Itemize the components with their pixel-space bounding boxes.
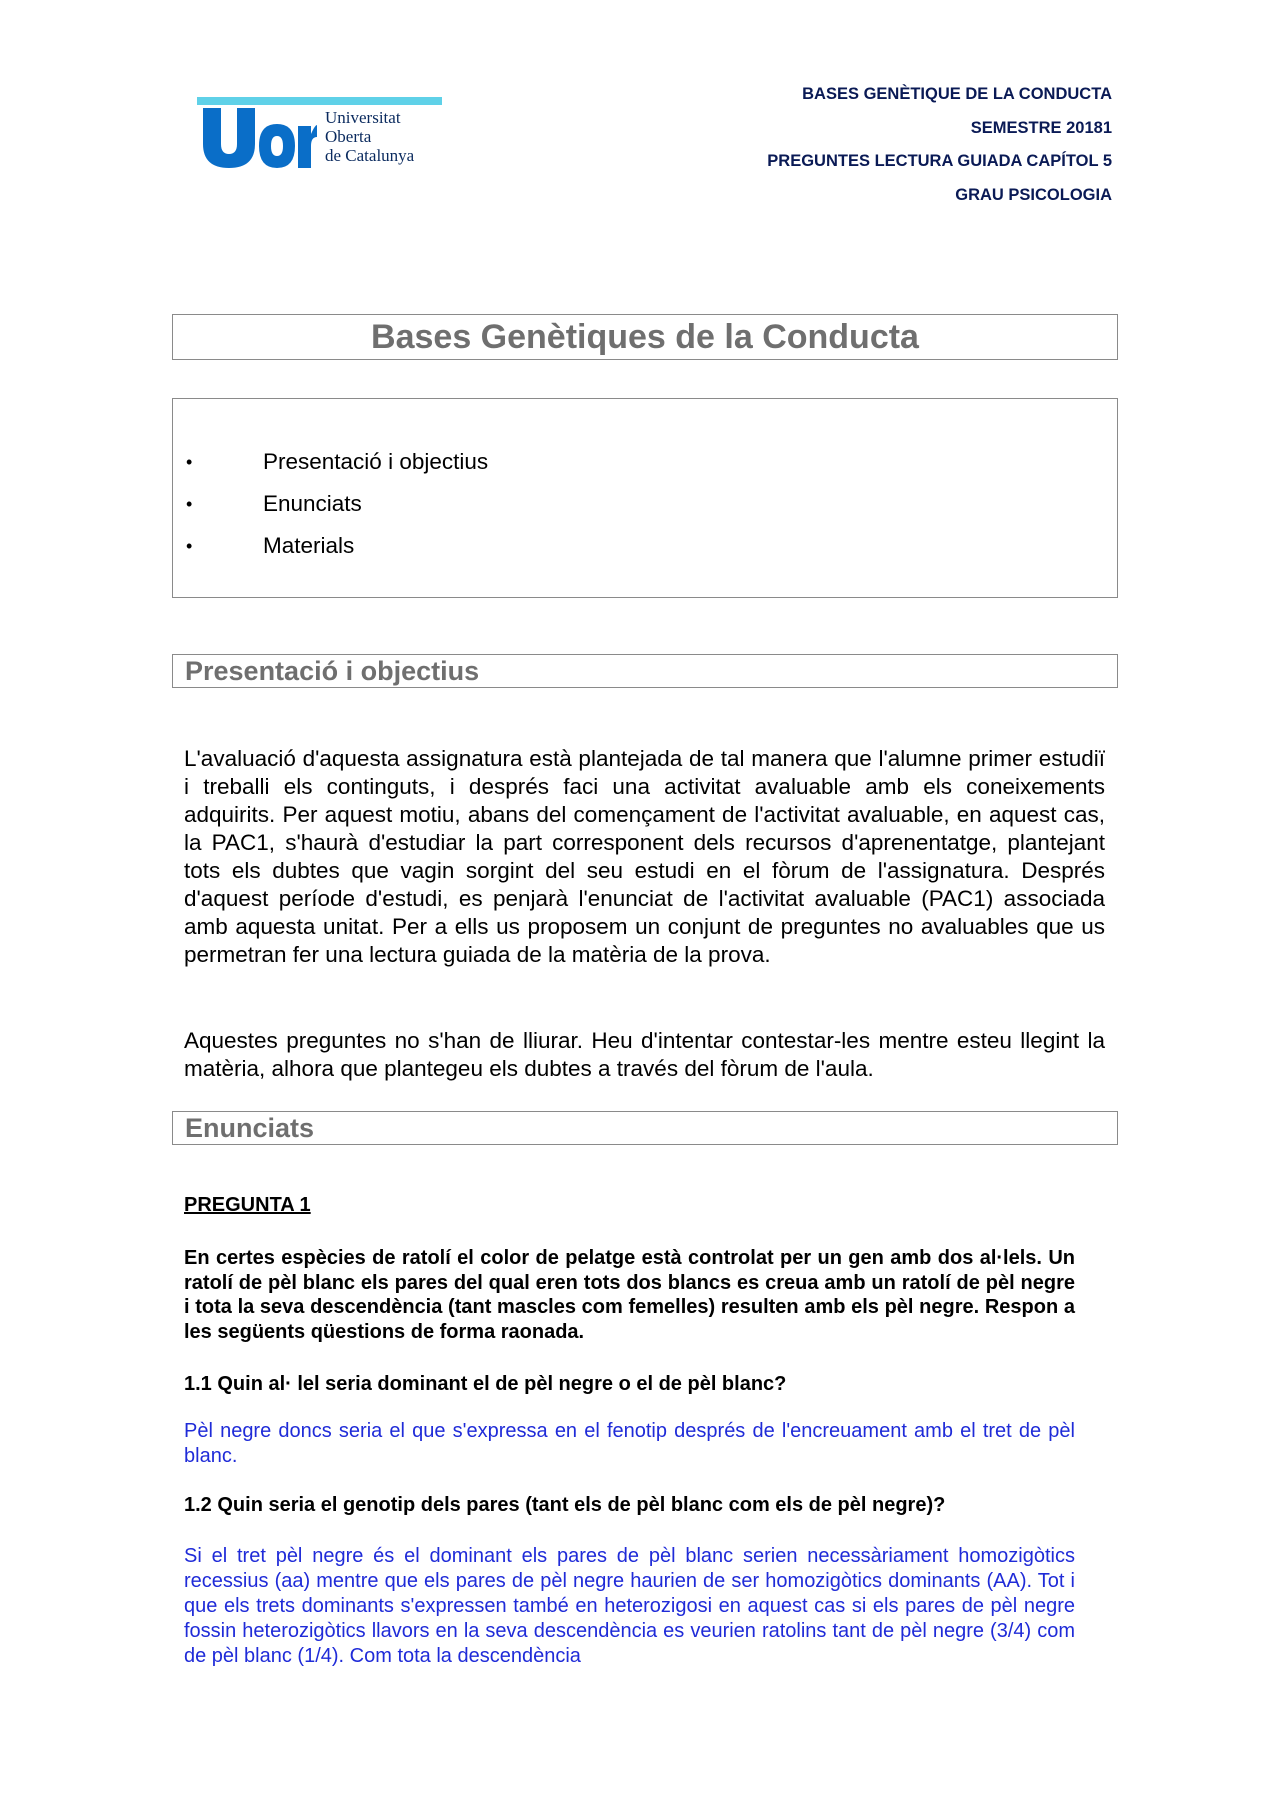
section-title: Enunciats bbox=[185, 1113, 315, 1143]
toc-item-materials: • Materials bbox=[173, 525, 488, 567]
logo-text-line: Universitat bbox=[325, 108, 401, 127]
presentacio-paragraph: Aquestes preguntes no s'han de lliurar. Heu d'intentar contestar-les mentre esteu llegint la matèria, alhora que plantegeu els dubtes a través del fòrum de l'aula. bbox=[184, 1028, 1105, 1081]
toc-item-presentacio: • Presentació i objectius bbox=[173, 441, 488, 483]
toc-item-enunciats: • Enunciats bbox=[173, 483, 488, 525]
section-heading-presentacio bbox=[172, 654, 1118, 688]
section-title: Presentació i objectius bbox=[185, 656, 480, 686]
subquestion-1-2: 1.2 Quin seria el genotip dels pares (tant els de pèl blanc com els de pèl negre)? bbox=[184, 1494, 946, 1516]
page-title: Bases Genètiques de la Conducta bbox=[371, 318, 919, 356]
presentacio-paragraph: L'avaluació d'aquesta assignatura està plantejada de tal manera que l'alumne primer estudiï i treballi els continguts, i després faci una activitat avaluable amb els coneixements adquirits. Per aquest motiu, abans del començament de l'activitat avaluable, en aquest cas, la PAC1, s'haurà d'estudiar la part corresponent dels recursos d'aprenentatge, plantejant tots els dubtes que vagin sorgint del seu estudi en el fòrum de l'assignatura. Després d'aquest període d'estudi, es penjarà l'enunciat de l'activitat avaluable (PAC1) associada amb aquesta unitat. Per a ells us proposem un conjunt de preguntes no avaluables que us permetran fer una lectura guiada de la matèria de la prova. bbox=[184, 746, 1105, 967]
header-semester: SEMESTRE 20181 bbox=[970, 118, 1112, 137]
section-heading-enunciats bbox=[172, 1111, 1118, 1145]
document-header bbox=[767, 78, 1112, 212]
logo-text-line: de Catalunya bbox=[325, 146, 415, 165]
logo-text-line: Oberta bbox=[325, 127, 372, 146]
header-degree: GRAU PSICOLOGIA bbox=[955, 185, 1112, 204]
question-label: PREGUNTA 1 bbox=[184, 1194, 311, 1216]
header-course: BASES GENÈTIQUE DE LA CONDUCTA bbox=[802, 85, 1112, 103]
question-statement: En certes espècies de ratolí el color de pelatge està controlat per un gen amb dos al·lels. Un ratolí de pèl blanc els pares del qual eren tots dos blancs es creua amb un ratolí de pèl negre i tota la seva descendència (tant mascles com femelles) resulten amb els pèl negre. Respon a les següents qüestions de forma raonada. bbox=[184, 1247, 1075, 1343]
title-box bbox=[172, 314, 1118, 360]
subquestion-1-1: 1.1 Quin al· lel seria dominant el de pèl negre o el de pèl blanc? bbox=[184, 1373, 787, 1395]
header-document-type: PREGUNTES LECTURA GUIADA CAPÍTOL 5 bbox=[767, 152, 1112, 170]
logo-wordmark bbox=[325, 108, 414, 165]
answer-1-1: Pèl negre doncs seria el que s'expressa en el fenotip després de l'encreuament amb el tret de pèl blanc. bbox=[184, 1420, 1075, 1467]
logo-letters-mark bbox=[199, 104, 317, 170]
uoc-logo bbox=[197, 97, 447, 172]
table-of-contents bbox=[172, 398, 1118, 598]
answer-1-2: Si el tret pèl negre és el dominant els pares de pèl blanc serien necessàriament homozigòtics recessius (aa) mentre que els pares de pèl negre haurien de ser homozigòtics dominants (AA). Tot i que els trets dominants s'expressen també en heterozigosi en aquest cas si els pares de pèl negre fossin heterozigòtics llavors en la seva descendència es veurien ratolins tant de pèl negre (3/4) com de pèl blanc (1/4). Com tota la descendència bbox=[184, 1545, 1075, 1667]
